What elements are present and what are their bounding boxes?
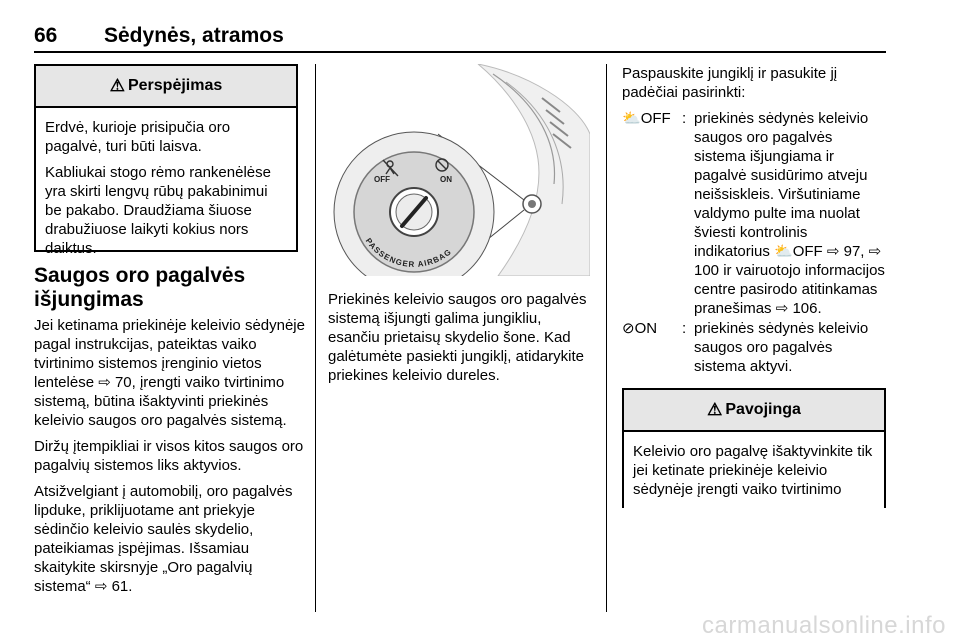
option-row-on <box>622 319 886 376</box>
warning-paragraph: Kabliukai stogo rėmo rankenėlėse yra skirti lengvų rūbų pakabinimui be pakabo. Draudžiama šiuose drabužiuose laikyti kokius nors daiktus. <box>45 164 271 257</box>
warning-box <box>34 64 298 257</box>
option-value: priekinės sėdynės keleivio saugos oro pagalvės sistema aktyvi. <box>694 320 869 375</box>
airbag-on-indicator-icon: ⊘ <box>622 320 635 337</box>
option-key <box>622 319 682 376</box>
body-paragraph: Atsižvelgiant į automobilį, oro pagalvės lipduke, priklijuotame ant priekyje sėdinčio keleivio saulės skydelio, pateikiamas įspėjimas. Išsamiau skaitykite skirsnyje „Oro pagalvių sistema“ ⇨ 61. <box>34 483 293 595</box>
warning-paragraph: Erdvė, kurioje prisipučia oro pagalvė, turi būti laisva. <box>45 119 231 155</box>
option-key-text: ON <box>634 320 658 337</box>
danger-title-text: Pavojinga <box>725 401 801 418</box>
footer <box>0 612 960 642</box>
option-separator: : <box>682 110 687 127</box>
intro-paragraph: Paspauskite jungiklį ir pasukite jį padėčiai pasirinkti: <box>622 65 838 101</box>
figure-label-on: ON <box>440 175 452 184</box>
danger-title <box>624 390 884 432</box>
option-separator: : <box>682 320 687 337</box>
body-paragraph: Jei ketinama priekinėje keleivio sėdynėje pagal instrukcijas, pateiktas vaiko tvirtinimo sistemos įrenginio vietos lentelėse ⇨ 70, įrengti vaiko tvirtinimo sistemą, būtina išaktyvinti priekinės keleivio saugos oro pagalvės sistemą. <box>34 317 305 429</box>
column-divider-2 <box>606 64 607 612</box>
caption-paragraph: Priekinės keleivio saugos oro pagalvės sistemą išjungti galima jungikliu, esančiu prietaisų skydelio šone. Kad galėtumėte pasiekti jungiklį, atidarykite priekines keleivio dureles. <box>328 291 587 384</box>
section-title: Sėdynės, atramos <box>104 24 284 47</box>
option-key-text: OFF <box>640 110 671 127</box>
column-3-text <box>622 64 886 376</box>
body-paragraph: Diržų įtempikliai ir visos kitos saugos oro pagalvių sistemos liks aktyvios. <box>34 438 304 474</box>
option-row-off <box>622 109 886 318</box>
danger-body <box>624 432 884 512</box>
warning-title <box>36 66 296 108</box>
warning-body <box>36 108 296 271</box>
warning-triangle-icon: ⚠ <box>109 76 125 95</box>
option-key <box>622 109 682 318</box>
warning-title-text: Perspėjimas <box>127 77 223 94</box>
danger-box <box>622 388 886 508</box>
figure-label-off: OFF <box>374 175 390 184</box>
page-header <box>34 24 886 54</box>
watermark: carmanualsonline.info <box>702 612 946 639</box>
page-number: 66 <box>34 24 58 47</box>
airbag-off-indicator-icon: ⛅ <box>622 110 641 127</box>
section-heading: Saugos oro pagalvės išjungimas <box>34 264 246 311</box>
header-rule <box>34 51 886 53</box>
airbag-switch-figure <box>328 64 590 276</box>
column-divider-1 <box>315 64 316 612</box>
figure-ring-label: PASSENGER AIRBAG <box>363 236 454 269</box>
column-1-text <box>34 316 306 603</box>
danger-paragraph: Keleivio oro pagalvę išaktyvinkite tik jei ketinate priekinėje keleivio sėdynėje įrengti vaiko tvirtinimo <box>633 443 873 498</box>
figure-caption <box>328 290 590 392</box>
option-value: priekinės sėdynės keleivio saugos oro pagalvės sistema išjungiama ir pagalvė susidūrimo atveju neišsiskleis. Viršutiniame valdymo pulte ima nuolat šviesti kontrolinis indikatorius ⛅OFF ⇨ 97, ⇨ 100 ir vairuotojo informacijos centre pasirodo atitinkamas pranešimas ⇨ 106. <box>694 110 885 317</box>
warning-triangle-icon: ⚠ <box>707 400 723 419</box>
airbag-switch-illustration <box>328 64 590 276</box>
